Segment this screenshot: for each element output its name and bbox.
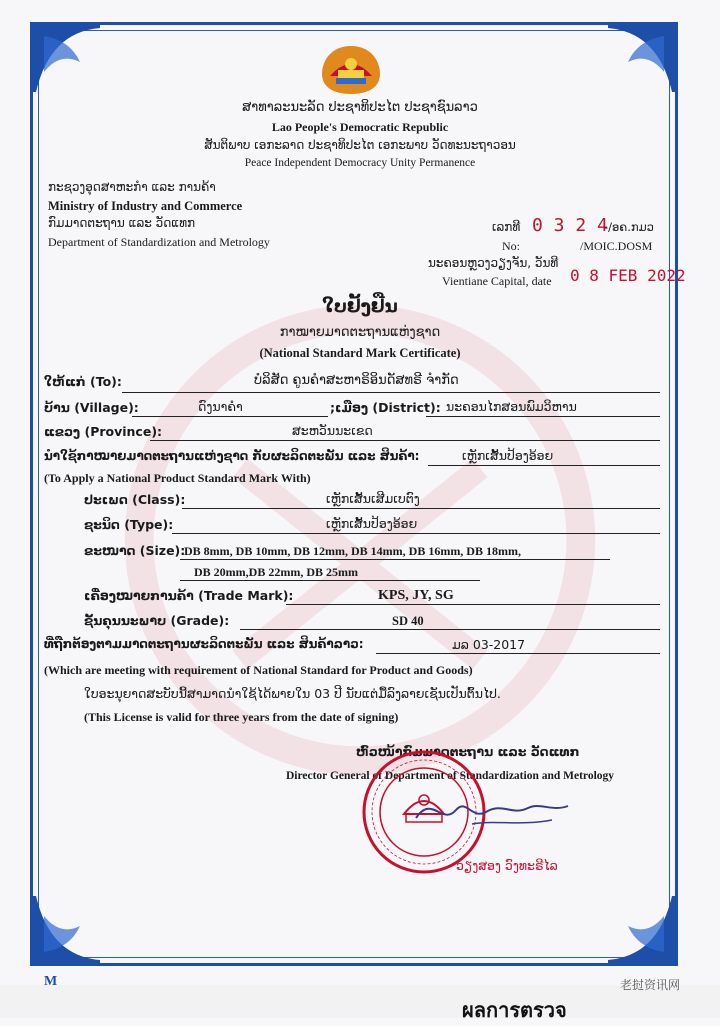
meeting-label-lao: ທີ່ຖືກຕ້ອງຕາມມາດຕະຖານຜະລິດຕະພັນ ແລະ ສິນຄ້າລາວ: xyxy=(44,637,364,651)
province-label: ແຂວງ (Province): xyxy=(44,424,163,439)
type-value: ເຫຼັກເສັ້ນປ້ອງອ້ອຍ xyxy=(326,516,418,531)
corner-ornament-icon xyxy=(30,896,100,966)
village-label: ບ້ານ (Village): xyxy=(44,400,139,415)
footer-stamp-code: M xyxy=(44,974,58,989)
underline xyxy=(132,416,328,417)
class-value: ເຫຼັກເສັ້ນເສີມເບຕົງ xyxy=(326,491,420,506)
motto-lao: ສັນຕິພາບ ເອກະລາດ ປະຊາທິປະໄຕ ເອກະພາບ ວັດທະນະຖາວອນ xyxy=(204,138,516,152)
corner-ornament-icon xyxy=(608,896,678,966)
republic-en: Lao People's Democratic Republic xyxy=(271,120,449,134)
signatory-name: ວຽງສອງ ວົງທະຣີໄລ xyxy=(456,858,558,873)
to-label: ໃຫ້ແກ່ (To): xyxy=(44,374,122,389)
footer-bottom-text: ผลการตรวจ xyxy=(462,998,567,1022)
district-label: ;ເມືອງ (District): xyxy=(330,400,441,415)
size-label: ຂະໜາດ (Size): xyxy=(84,543,186,558)
meeting-value: ມລ 03-2017 xyxy=(452,637,526,652)
certificate-subtitle-lao: ກາໝາຍມາດຕະຖານແຫ່ງຊາດ xyxy=(279,325,441,340)
apply-label-en: (To Apply a National Product Standard Mark With) xyxy=(44,471,311,485)
footer-strip xyxy=(0,985,720,1018)
republic-lao: ສາທາລະນະລັດ ປະຊາທິປະໄຕ ປະຊາຊົນລາວ xyxy=(242,100,478,115)
issue-date: 0 8 FEB 2022 xyxy=(570,266,686,285)
underline xyxy=(426,416,660,417)
signatory-title-lao: ຫົວໜ້າກົມມາດຕະຖານ ແລະ ວັດແທກ xyxy=(356,744,580,759)
national-emblem-icon xyxy=(318,42,384,96)
place-lao: ນະຄອນຫຼວງວຽງຈັນ, ວັນທີ xyxy=(428,256,559,270)
type-label: ຊະນິດ (Type): xyxy=(84,517,174,532)
underline xyxy=(182,508,660,509)
reference-no-lao: ເລກທີ xyxy=(492,220,521,234)
apply-label-lao: ນໍາໃຊ້ກາໝາຍມາດຕະຖານແຫ່ງຊາດ ກັບຜະລິດຕະພັນ ແລະ ສິນຄ້າ: xyxy=(44,449,420,463)
underline xyxy=(180,559,610,560)
size-value-line1: DB 8mm, DB 10mm, DB 12mm, DB 14mm, DB 16mm, DB 18mm, xyxy=(184,544,521,558)
reference-suffix-lao: -/ອຄ.ກມວ xyxy=(604,220,654,234)
ministry-lao: ກະຊວງອຸດສາຫະກຳ ແລະ ການຄ້າ xyxy=(48,180,216,194)
underline xyxy=(180,580,480,581)
underline xyxy=(150,440,660,441)
underline xyxy=(286,604,660,605)
village-value: ດົງນາຄໍາ xyxy=(198,399,243,414)
size-value-line2: DB 20mm,DB 22mm, DB 25mm xyxy=(194,565,358,579)
underline xyxy=(376,653,660,654)
province-value: ສະຫວັນນະເຂດ xyxy=(292,423,373,438)
underline xyxy=(172,533,660,534)
certificate-title-lao: ໃບຢັ້ງຢືນ xyxy=(322,296,398,317)
validity-lao: ໃບອະນຸຍາດສະບັບນີ້ສາມາດນໍາໃຊ້ໄດ້ພາຍໃນ 03 ປີ ນັບແຕ່ມື້ລົງລາຍເຊັນເປັນຕົ້ນໄປ. xyxy=(84,686,501,701)
trademark-label: ເຄື່ອງໝາຍການຄ້າ (Trade Mark): xyxy=(84,588,294,603)
ministry-en: Ministry of Industry and Commerce xyxy=(48,199,243,213)
to-value: ບໍລິສັດ ຄູນຄໍາສະຫາຣິອິນດັສທຣີ ຈໍາກັດ xyxy=(254,373,459,388)
department-lao: ກົມມາດຕະຖານ ແລະ ວັດແທກ xyxy=(48,216,196,230)
district-value: ນະຄອນໄກສອນພົມວິຫານ xyxy=(446,399,577,414)
grade-label: ຊັ້ນຄຸນນະພາບ (Grade): xyxy=(84,613,230,628)
corner-ornament-icon xyxy=(30,22,100,92)
motto-en: Peace Independent Democracy Unity Permanence xyxy=(244,157,476,169)
underline xyxy=(122,392,660,393)
certificate-subtitle-en: (National Standard Mark Certificate) xyxy=(259,346,461,360)
underline xyxy=(240,629,660,630)
underline xyxy=(428,465,660,466)
apply-value: ເຫຼັກເສັ້ນປ້ອງອ້ອຍ xyxy=(462,448,554,463)
corner-ornament-icon xyxy=(608,22,678,92)
source-watermark: 老挝资讯网 xyxy=(620,978,681,992)
reference-no-value: 0 3 2 4 xyxy=(532,215,608,236)
validity-en: (This License is valid for three years from the date of signing) xyxy=(84,710,399,724)
class-label: ປະເພດ (Class): xyxy=(84,492,186,507)
reference-suffix-en: /MOIC.DOSM xyxy=(580,239,653,253)
reference-no-label: No: xyxy=(502,239,520,253)
signature-icon xyxy=(412,790,572,830)
meeting-label-en: (Which are meeting with requirement of National Standard for Product and Goods) xyxy=(44,663,473,677)
place-en: Vientiane Capital, date xyxy=(442,274,552,288)
signatory-title-en: Director General of Department of Standardization and Metrology xyxy=(286,770,615,782)
department-en: Department of Standardization and Metrology xyxy=(48,235,270,249)
trademark-value: KPS, JY, SG xyxy=(378,588,454,603)
grade-value: SD 40 xyxy=(392,614,424,628)
